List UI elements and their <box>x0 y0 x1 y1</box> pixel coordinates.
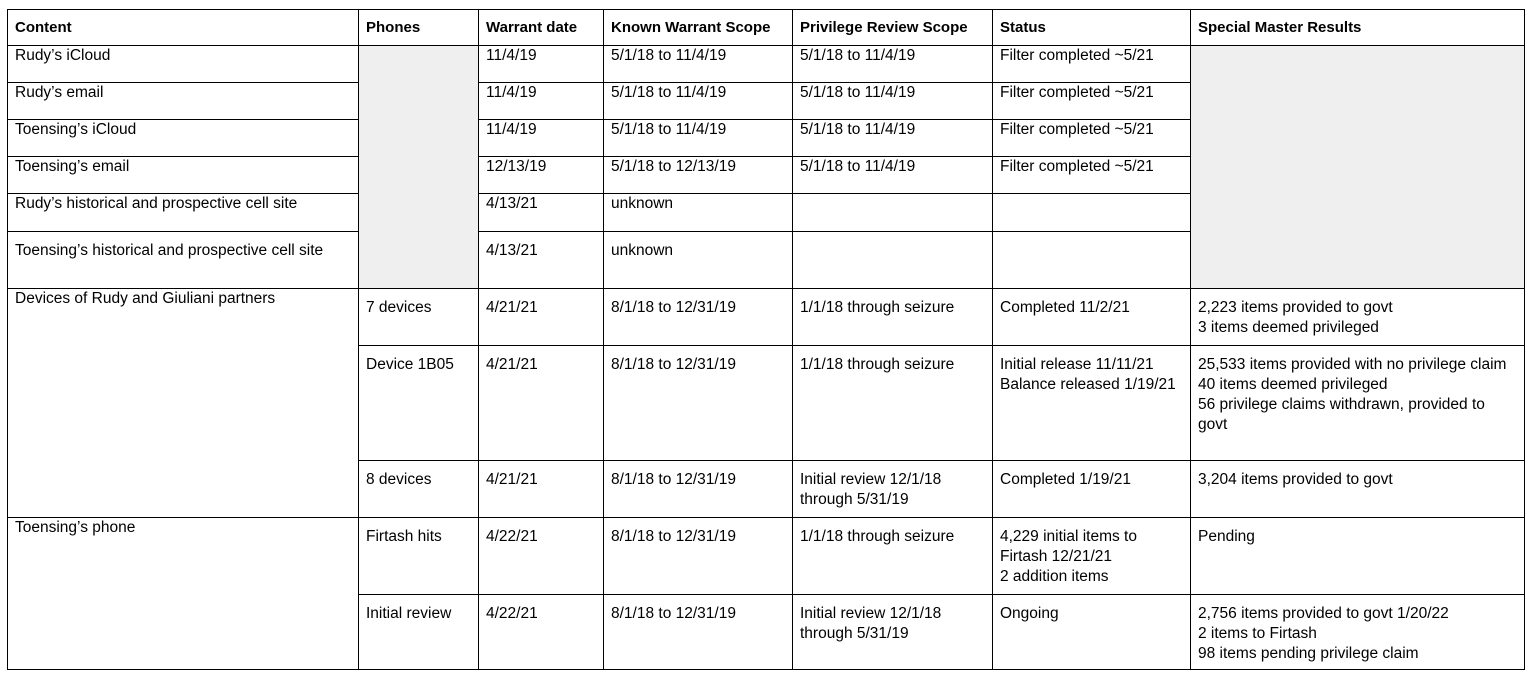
phones-cell: Firtash hits <box>359 518 479 595</box>
header-row <box>8 10 1525 46</box>
header-known-warrant-scope: Known Warrant Scope <box>604 10 793 46</box>
table-row <box>8 289 1525 346</box>
result-line: 3,204 items provided to govt <box>1198 471 1393 488</box>
warrant-date-cell: 4/21/21 <box>479 346 604 461</box>
privilege-scope-cell: 5/1/18 to 11/4/19 <box>793 120 993 157</box>
privilege-scope-cell: 1/1/18 through seizure <box>793 346 993 461</box>
warrant-date-cell: 4/13/21 <box>479 194 604 232</box>
header-privilege-review-scope: Privilege Review Scope <box>793 10 993 46</box>
content-cell: Rudy’s iCloud <box>8 46 359 83</box>
privilege-scope-cell <box>793 232 993 289</box>
table-row <box>8 46 1525 83</box>
known-scope-cell: 8/1/18 to 12/31/19 <box>604 289 793 346</box>
content-cell: Toensing’s iCloud <box>8 120 359 157</box>
result-line: Pending <box>1198 528 1255 545</box>
warrant-date-cell: 4/21/21 <box>479 461 604 518</box>
known-scope-cell: unknown <box>604 194 793 232</box>
privilege-scope-cell: 1/1/18 through seizure <box>793 289 993 346</box>
phones-blank-cell <box>359 46 479 289</box>
results-cell <box>1191 346 1525 461</box>
known-scope-cell: 5/1/18 to 11/4/19 <box>604 120 793 157</box>
warrant-date-cell: 11/4/19 <box>479 120 604 157</box>
header-warrant-date: Warrant date <box>479 10 604 46</box>
status-line: Balance released 1/19/21 <box>1000 376 1176 393</box>
header-content: Content <box>8 10 359 46</box>
results-cell <box>1191 518 1525 595</box>
results-cell <box>1191 289 1525 346</box>
status-cell <box>993 346 1191 461</box>
warrant-date-cell: 11/4/19 <box>479 83 604 120</box>
content-cell: Rudy’s historical and prospective cell site <box>8 194 359 232</box>
phones-cell: Initial review <box>359 595 479 670</box>
group-content-cell: Devices of Rudy and Giuliani partners <box>8 289 359 518</box>
result-line: 2,756 items provided to govt 1/20/22 <box>1198 605 1449 622</box>
known-scope-cell: 8/1/18 to 12/31/19 <box>604 595 793 670</box>
status-line: Ongoing <box>1000 605 1059 622</box>
warrant-date-cell: 12/13/19 <box>479 157 604 194</box>
warrant-date-cell: 11/4/19 <box>479 46 604 83</box>
status-cell <box>993 232 1191 289</box>
known-scope-cell: 8/1/18 to 12/31/19 <box>604 518 793 595</box>
results-cell <box>1191 595 1525 670</box>
results-cell <box>1191 461 1525 518</box>
status-cell <box>993 595 1191 670</box>
phones-cell: Device 1B05 <box>359 346 479 461</box>
privilege-scope-cell: 5/1/18 to 11/4/19 <box>793 46 993 83</box>
table-row <box>8 518 1525 595</box>
results-blank-cell <box>1191 46 1525 289</box>
group-content-cell: Toensing’s phone <box>8 518 359 670</box>
status-line: 4,229 initial items to Firtash 12/21/21 <box>1000 528 1137 565</box>
status-line: Completed 1/19/21 <box>1000 471 1131 488</box>
header-phones: Phones <box>359 10 479 46</box>
header-status: Status <box>993 10 1191 46</box>
status-cell <box>993 461 1191 518</box>
status-cell <box>993 194 1191 232</box>
status-line: 2 addition items <box>1000 568 1109 585</box>
privilege-scope-cell <box>793 194 993 232</box>
content-cell: Toensing’s historical and prospective cell site <box>8 232 359 289</box>
result-line: 98 items pending privilege claim <box>1198 645 1419 662</box>
known-scope-cell: 8/1/18 to 12/31/19 <box>604 461 793 518</box>
result-line: 2,223 items provided to govt <box>1198 299 1393 316</box>
status-cell: Filter completed ~5/21 <box>993 46 1191 83</box>
status-cell: Filter completed ~5/21 <box>993 83 1191 120</box>
status-cell <box>993 518 1191 595</box>
status-cell: Filter completed ~5/21 <box>993 157 1191 194</box>
warrant-date-cell: 4/22/21 <box>479 518 604 595</box>
phones-cell: 8 devices <box>359 461 479 518</box>
status-line: Initial release 11/11/21 <box>1000 356 1154 373</box>
status-cell: Filter completed ~5/21 <box>993 120 1191 157</box>
privilege-scope-cell: 1/1/18 through seizure <box>793 518 993 595</box>
content-cell: Toensing’s email <box>8 157 359 194</box>
privilege-scope-cell: 5/1/18 to 11/4/19 <box>793 83 993 120</box>
content-cell: Rudy’s email <box>8 83 359 120</box>
known-scope-cell: 5/1/18 to 11/4/19 <box>604 46 793 83</box>
known-scope-cell: unknown <box>604 232 793 289</box>
privilege-scope-cell: Initial review 12/1/18 through 5/31/19 <box>793 461 993 518</box>
result-line: 40 items deemed privileged <box>1198 376 1388 393</box>
result-line: 25,533 items provided with no privilege claim <box>1198 356 1507 373</box>
phones-cell: 7 devices <box>359 289 479 346</box>
warrant-table <box>7 9 1525 670</box>
result-line: 3 items deemed privileged <box>1198 319 1379 336</box>
known-scope-cell: 8/1/18 to 12/31/19 <box>604 346 793 461</box>
result-line: 2 items to Firtash <box>1198 625 1317 642</box>
header-special-master-results: Special Master Results <box>1191 10 1525 46</box>
status-line: Completed 11/2/21 <box>1000 299 1130 316</box>
warrant-date-cell: 4/22/21 <box>479 595 604 670</box>
known-scope-cell: 5/1/18 to 11/4/19 <box>604 83 793 120</box>
warrant-date-cell: 4/21/21 <box>479 289 604 346</box>
known-scope-cell: 5/1/18 to 12/13/19 <box>604 157 793 194</box>
result-line: 56 privilege claims withdrawn, provided to govt <box>1198 396 1485 433</box>
privilege-scope-cell: 5/1/18 to 11/4/19 <box>793 157 993 194</box>
status-cell <box>993 289 1191 346</box>
warrant-date-cell: 4/13/21 <box>479 232 604 289</box>
privilege-scope-cell: Initial review 12/1/18 through 5/31/19 <box>793 595 993 670</box>
